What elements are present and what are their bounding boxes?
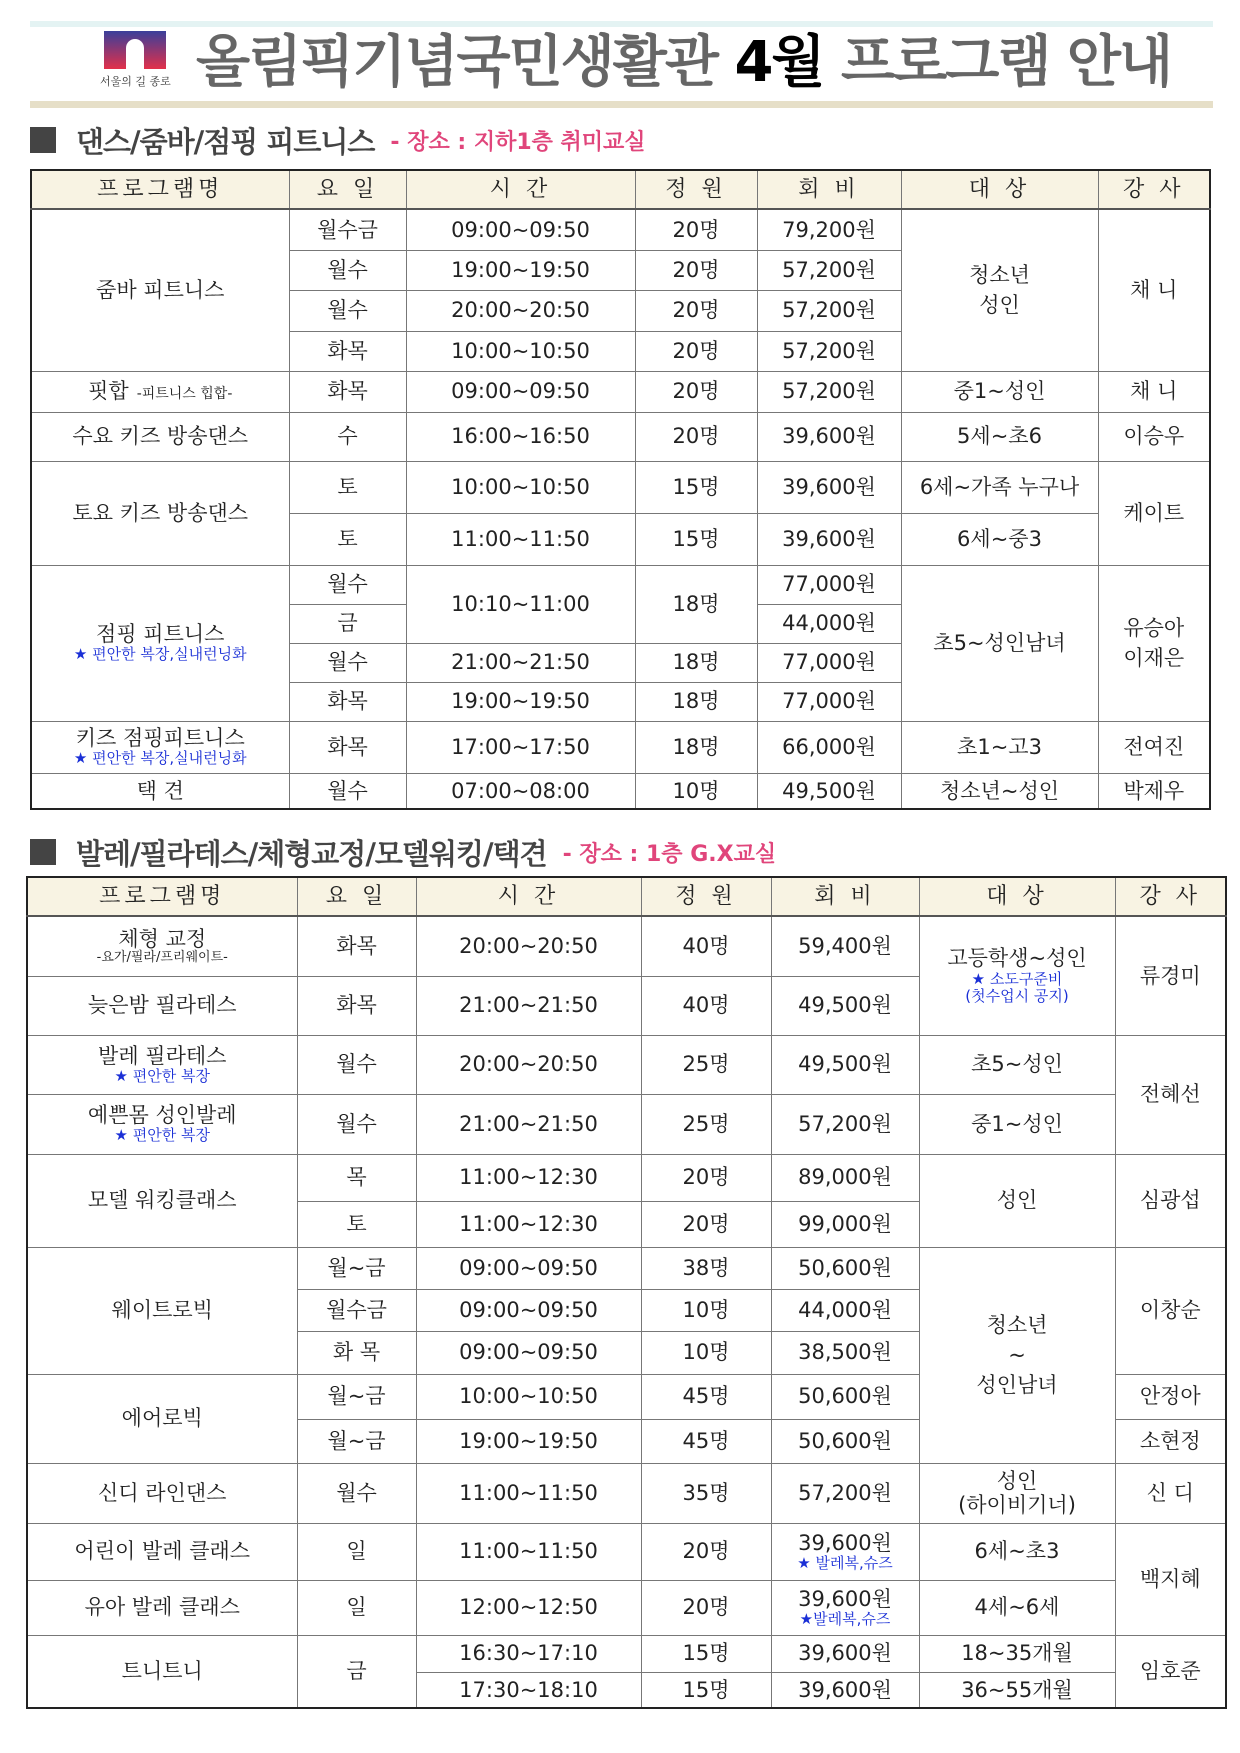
instructor-cell: 심광섭 [1115, 1154, 1226, 1247]
target-cell: 초1~고3 [901, 721, 1098, 773]
note-text: ★ 편안한 복장,실내런닝화 [73, 749, 247, 768]
time-cell: 20:00~20:50 [416, 1035, 641, 1094]
program-name-cell: 줌바 피트니스 [31, 209, 289, 371]
program-name-cell [27, 1094, 297, 1154]
time-cell: 20:00~20:50 [416, 916, 641, 976]
program-name-cell: 토요 키즈 방송댄스 [31, 461, 289, 565]
table-row [27, 1580, 1226, 1635]
target-cell: 성인 [919, 1154, 1115, 1247]
target-cell [901, 209, 1098, 371]
instructor-cell: 안정아 [1115, 1374, 1226, 1419]
column-header-program-name: 프로그램명 [27, 877, 297, 916]
target-cell [919, 1247, 1115, 1463]
section-location: - 장소 : 1층 G.X교실 [562, 841, 777, 867]
column-header-target: 대 상 [919, 877, 1115, 916]
text-line: 청소년 [986, 1312, 1048, 1337]
days-cell: 금 [297, 1635, 416, 1708]
days-cell: 월수 [297, 1463, 416, 1523]
capacity-cell: 20명 [641, 1154, 771, 1201]
days-cell: 토 [289, 513, 406, 565]
days-cell: 월수 [289, 250, 406, 290]
logo-caption: 서울의 길 종로 [100, 75, 171, 88]
capacity-cell: 20명 [635, 412, 757, 461]
note-text-2: (첫수업시 공지) [965, 986, 1069, 1005]
time-cell: 16:30~17:10 [416, 1635, 641, 1672]
table-row [31, 209, 1210, 250]
fee-cell: 99,000원 [771, 1201, 919, 1247]
time-cell: 21:00~21:50 [416, 1094, 641, 1154]
column-header-instructor: 강 사 [1115, 877, 1226, 916]
capacity-cell: 20명 [635, 290, 757, 331]
target-cell: 6세~초3 [919, 1523, 1115, 1580]
sub-text: -요가/필라/프리웨이트- [96, 949, 228, 965]
instructor-cell [1098, 565, 1210, 721]
capacity-cell: 20명 [641, 1201, 771, 1247]
time-cell: 11:00~11:50 [406, 513, 635, 565]
capacity-cell: 18명 [635, 721, 757, 773]
program-name-cell: 트니트니 [27, 1635, 297, 1708]
note-text: ★ 편안한 복장,실내런닝화 [73, 645, 247, 664]
fee-cell: 44,000원 [771, 1289, 919, 1331]
fee-cell: 39,600원 [771, 1635, 919, 1672]
capacity-cell: 15명 [641, 1635, 771, 1672]
fee-cell: 57,200원 [757, 371, 901, 412]
note-text: ★ 편안한 복장 [114, 1126, 210, 1145]
fee-cell: 57,200원 [771, 1094, 919, 1154]
time-cell: 10:00~10:50 [406, 331, 635, 371]
capacity-cell: 40명 [641, 916, 771, 976]
fee-cell: 77,000원 [757, 565, 901, 604]
program-name-cell [31, 721, 289, 773]
target-cell: 중1~성인 [919, 1094, 1115, 1154]
time-cell: 07:00~08:00 [406, 773, 635, 809]
program-name-cell: 에어로빅 [27, 1374, 297, 1463]
column-header-capacity: 정 원 [635, 170, 757, 209]
fee-cell: 39,600원 [757, 461, 901, 513]
days-cell: 화목 [297, 976, 416, 1035]
target-cell: 중1~성인 [901, 371, 1098, 412]
program-name-cell: 수요 키즈 방송댄스 [31, 412, 289, 461]
capacity-cell: 10명 [641, 1331, 771, 1374]
column-header-days: 요 일 [297, 877, 416, 916]
capacity-cell: 20명 [635, 371, 757, 412]
ballet-program-table [26, 876, 1227, 1709]
capacity-cell: 18명 [635, 643, 757, 682]
page-title [196, 30, 1172, 96]
days-cell: 수 [289, 412, 406, 461]
days-cell: 일 [297, 1523, 416, 1580]
instructor-cell: 신 디 [1115, 1463, 1226, 1523]
table-row [27, 1247, 1226, 1289]
column-header-time: 시 간 [406, 170, 635, 209]
table-row [27, 1094, 1226, 1154]
dance-program-table [30, 169, 1211, 810]
fee-cell: 59,400원 [771, 916, 919, 976]
capacity-cell: 25명 [641, 1094, 771, 1154]
days-cell: 월수금 [289, 209, 406, 250]
days-cell: 토 [289, 461, 406, 513]
fee-cell: 50,600원 [771, 1419, 919, 1463]
instructor-cell: 전여진 [1098, 721, 1210, 773]
capacity-cell: 25명 [641, 1035, 771, 1094]
table-row [27, 1523, 1226, 1580]
fee-cell: 89,000원 [771, 1154, 919, 1201]
program-name-cell: 유아 발레 클래스 [27, 1580, 297, 1635]
sub-text: -피트니스 힙합- [136, 386, 233, 403]
section-title: 발레/필라테스/체형교정/모델워킹/택견 [76, 836, 547, 871]
fee-cell: 79,200원 [757, 209, 901, 250]
instructor-cell: 채 니 [1098, 371, 1210, 412]
program-name-cell: 신디 라인댄스 [27, 1463, 297, 1523]
capacity-cell: 20명 [641, 1523, 771, 1580]
instructor-cell: 전혜선 [1115, 1035, 1226, 1154]
table-row [27, 1635, 1226, 1672]
main-text: 핏합 -피트니스 힙합- [88, 379, 233, 404]
program-name-cell: 늦은밤 필라테스 [27, 976, 297, 1035]
target-cell: 36~55개월 [919, 1672, 1115, 1708]
fee-cell: 39,600원 [757, 412, 901, 461]
column-header-program-name: 프로그램명 [31, 170, 289, 209]
fee-cell: 66,000원 [757, 721, 901, 773]
title-bottom-band [30, 101, 1213, 108]
title-month: 4월 [734, 30, 824, 95]
capacity-cell: 38명 [641, 1247, 771, 1289]
note-text: ★발레복,슈즈 [799, 1609, 891, 1628]
fee-cell: 49,500원 [757, 773, 901, 809]
time-cell: 17:30~18:10 [416, 1672, 641, 1708]
main-text: 점핑 피트니스 [96, 622, 225, 647]
days-cell: 월수 [289, 565, 406, 604]
main-text: 예쁜몸 성인발레 [87, 1103, 237, 1128]
time-cell: 10:00~10:50 [416, 1374, 641, 1419]
time-cell: 11:00~11:50 [416, 1463, 641, 1523]
text-line: 청소년 [969, 263, 1030, 288]
days-cell: 월~금 [297, 1419, 416, 1463]
days-cell: 금 [289, 604, 406, 643]
table-row [31, 371, 1210, 412]
days-cell: 월수 [297, 1094, 416, 1154]
time-cell: 20:00~20:50 [406, 290, 635, 331]
days-cell: 화목 [289, 721, 406, 773]
main-text: 39,600원 [798, 1530, 892, 1555]
table-row [31, 461, 1210, 513]
capacity-cell: 20명 [641, 1580, 771, 1635]
days-cell: 월수 [289, 643, 406, 682]
time-cell: 11:00~12:30 [416, 1201, 641, 1247]
instructor-cell: 이창순 [1115, 1247, 1226, 1374]
target-cell: 4세~6세 [919, 1580, 1115, 1635]
time-cell: 19:00~19:50 [406, 682, 635, 721]
program-name-cell [31, 371, 289, 412]
fee-cell: 77,000원 [757, 682, 901, 721]
table-row [31, 773, 1210, 809]
column-header-capacity: 정 원 [641, 877, 771, 916]
title-main: 올림픽기념국민생활관 [196, 30, 717, 95]
target-cell: 18~35개월 [919, 1635, 1115, 1672]
time-cell: 09:00~09:50 [406, 209, 635, 250]
time-cell: 19:00~19:50 [406, 250, 635, 290]
main-text: 고등학생~성인 [947, 946, 1087, 971]
column-header-target: 대 상 [901, 170, 1098, 209]
main-text: 키즈 점핑피트니스 [75, 726, 245, 751]
instructor-cell: 채 니 [1098, 209, 1210, 371]
time-cell: 09:00~09:50 [416, 1247, 641, 1289]
column-header-days: 요 일 [289, 170, 406, 209]
fee-cell: 44,000원 [757, 604, 901, 643]
target-cell: 6세~중3 [901, 513, 1098, 565]
target-cell: 5세~초6 [901, 412, 1098, 461]
fee-cell: 57,200원 [757, 250, 901, 290]
section-location: - 장소 : 지하1층 취미교실 [390, 129, 646, 155]
capacity-cell: 45명 [641, 1419, 771, 1463]
main-text-2: (하이비기너) [958, 1493, 1076, 1517]
days-cell: 목 [297, 1154, 416, 1201]
program-name-cell: 어린이 발레 클래스 [27, 1523, 297, 1580]
note-text: ★ 편안한 복장 [114, 1066, 210, 1085]
text-line: 이재은 [1123, 646, 1185, 670]
program-name-cell [31, 565, 289, 721]
time-cell: 16:00~16:50 [406, 412, 635, 461]
instructor-cell: 박제우 [1098, 773, 1210, 809]
table-row [27, 1463, 1226, 1523]
fee-cell: 57,200원 [757, 331, 901, 371]
header-row [31, 170, 1210, 209]
instructor-cell: 이승우 [1098, 412, 1210, 461]
multiline-text [922, 1313, 1113, 1397]
main-text: 체형 교정 [118, 926, 207, 951]
capacity-cell: 15명 [641, 1672, 771, 1708]
square-bullet-icon [30, 839, 56, 865]
target-cell: 6세~가족 누구나 [901, 461, 1098, 513]
program-name-cell: 모델 워킹클래스 [27, 1154, 297, 1247]
main-text: 성인 [996, 1468, 1038, 1493]
time-cell: 11:00~11:50 [416, 1523, 641, 1580]
days-cell: 토 [297, 1201, 416, 1247]
table-row [31, 721, 1210, 773]
table-row [31, 565, 1210, 604]
instructor-cell: 케이트 [1098, 461, 1210, 565]
time-cell: 09:00~09:50 [416, 1331, 641, 1374]
section-title: 댄스/줌바/점핑 피트니스 [76, 124, 375, 159]
fee-cell [771, 1523, 919, 1580]
column-header-fee: 회 비 [757, 170, 901, 209]
time-cell: 09:00~09:50 [416, 1289, 641, 1331]
title-suffix: 프로그램 안내 [841, 30, 1172, 95]
days-cell: 일 [297, 1580, 416, 1635]
text-line: ~ [1008, 1342, 1026, 1367]
capacity-cell: 40명 [641, 976, 771, 1035]
column-header-fee: 회 비 [771, 877, 919, 916]
fee-cell [771, 1580, 919, 1635]
logo-mark-icon [104, 31, 166, 69]
text-line: 성인 [979, 293, 1020, 318]
multiline-text [904, 263, 1096, 317]
table-row [27, 1154, 1226, 1201]
days-cell: 월수 [297, 1035, 416, 1094]
capacity-cell: 18명 [635, 565, 757, 643]
time-cell: 17:00~17:50 [406, 721, 635, 773]
table-row [27, 916, 1226, 976]
capacity-cell: 10명 [635, 773, 757, 809]
days-cell: 화목 [289, 331, 406, 371]
program-name-cell [27, 1035, 297, 1094]
time-cell: 10:00~10:50 [406, 461, 635, 513]
note-text: ★ 발레복,슈즈 [797, 1553, 893, 1572]
target-cell: 청소년~성인 [901, 773, 1098, 809]
main-text: 발레 필라테스 [98, 1043, 227, 1068]
multiline-text [1101, 616, 1208, 670]
text-line: 유승아 [1123, 615, 1185, 640]
target-cell: 초5~성인 [919, 1035, 1115, 1094]
fee-cell: 49,500원 [771, 976, 919, 1035]
instructor-cell: 백지혜 [1115, 1523, 1226, 1635]
capacity-cell: 10명 [641, 1289, 771, 1331]
target-cell [919, 916, 1115, 1035]
main-text: 39,600원 [798, 1586, 892, 1611]
time-cell: 09:00~09:50 [406, 371, 635, 412]
capacity-cell: 20명 [635, 209, 757, 250]
instructor-cell: 류경미 [1115, 916, 1226, 1035]
days-cell: 화목 [289, 682, 406, 721]
time-cell: 10:10~11:00 [406, 565, 635, 643]
fee-cell: 57,200원 [771, 1463, 919, 1523]
note-text: ★ 소도구준비 [971, 969, 1063, 988]
capacity-cell: 18명 [635, 682, 757, 721]
section-heading-dance [30, 123, 646, 157]
time-cell: 19:00~19:50 [416, 1419, 641, 1463]
column-header-time: 시 간 [416, 877, 641, 916]
instructor-cell: 소현정 [1115, 1419, 1226, 1463]
program-name-cell: 웨이트로빅 [27, 1247, 297, 1374]
time-cell: 21:00~21:50 [406, 643, 635, 682]
program-name-cell: 택 견 [31, 773, 289, 809]
fee-cell: 49,500원 [771, 1035, 919, 1094]
instructor-cell: 임호준 [1115, 1635, 1226, 1708]
days-cell: 월수 [289, 773, 406, 809]
capacity-cell: 15명 [635, 461, 757, 513]
section-heading-ballet [30, 835, 776, 869]
header-row [27, 877, 1226, 916]
days-cell: 월수금 [297, 1289, 416, 1331]
fee-cell: 39,600원 [757, 513, 901, 565]
program-name-cell [27, 916, 297, 976]
capacity-cell: 45명 [641, 1374, 771, 1419]
table-row [27, 1035, 1226, 1094]
capacity-cell: 20명 [635, 331, 757, 371]
time-cell: 21:00~21:50 [416, 976, 641, 1035]
column-header-instructor: 강 사 [1098, 170, 1210, 209]
fee-cell: 38,500원 [771, 1331, 919, 1374]
fee-cell: 50,600원 [771, 1247, 919, 1289]
capacity-cell: 20명 [635, 250, 757, 290]
days-cell: 화 목 [297, 1331, 416, 1374]
square-bullet-icon [30, 127, 56, 153]
days-cell: 화목 [297, 916, 416, 976]
text-line: 성인남녀 [976, 1373, 1058, 1398]
jongno-logo [100, 31, 170, 93]
fee-cell: 39,600원 [771, 1672, 919, 1708]
fee-cell: 57,200원 [757, 290, 901, 331]
capacity-cell: 35명 [641, 1463, 771, 1523]
days-cell: 월~금 [297, 1374, 416, 1419]
days-cell: 월수 [289, 290, 406, 331]
time-cell: 11:00~12:30 [416, 1154, 641, 1201]
fee-cell: 50,600원 [771, 1374, 919, 1419]
days-cell: 화목 [289, 371, 406, 412]
time-cell: 12:00~12:50 [416, 1580, 641, 1635]
fee-cell: 77,000원 [757, 643, 901, 682]
capacity-cell: 15명 [635, 513, 757, 565]
target-cell [919, 1463, 1115, 1523]
title-top-band [30, 21, 1213, 27]
table-row [31, 412, 1210, 461]
target-cell: 초5~성인남녀 [901, 565, 1098, 721]
days-cell: 월~금 [297, 1247, 416, 1289]
